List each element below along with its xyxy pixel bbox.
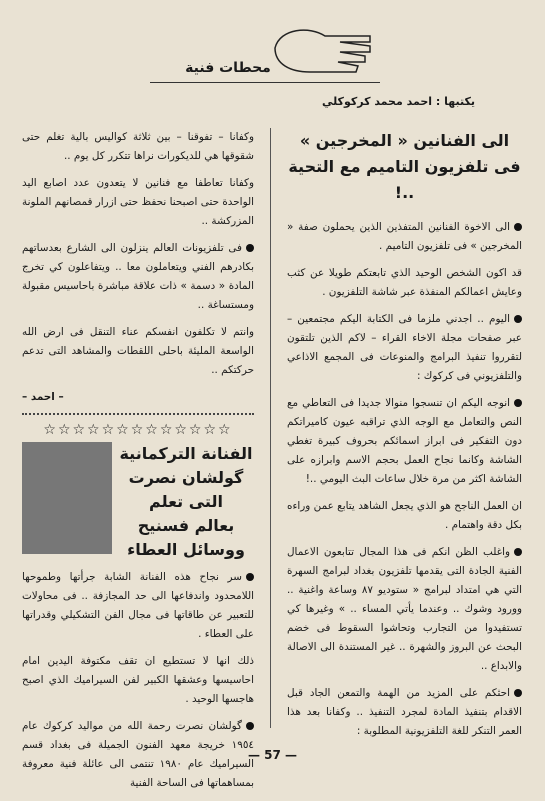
star-row: ☆☆☆☆☆☆☆☆☆☆☆☆☆ <box>43 422 233 438</box>
author-signature: – احمد – <box>22 391 64 403</box>
article-paragraph: وكفانا تعاطفا مع فنانين لا يتعدون عدد اصابع اليد الواحدة حتى اصبحنا نحفظ حتى ازرار قمصانهم الملونة المزركشة .. <box>22 177 254 227</box>
article-paragraph: فى تلفزيونات العالم ينزلون الى الشارع بعدساتهم بكادرهم الفني ويتعاملون معا .. ويتفاعلون كي تخرج المادة « دسمة » ذات علاقة مباشرة باحاسيس مقبولة ومستساغة .. <box>22 242 254 311</box>
bullet-icon <box>246 573 254 581</box>
article-paragraph: قد اكون الشخص الوحيد الذي تابعتكم طويلا عن كثب وعايش اعمالكم المنفذة عبر شاشة التلفزيون . <box>287 267 522 298</box>
feature-paragraph: سر نجاح هذه الفنانة الشابة جرأتها وطموحها اللامحدود واندفاعها الى حد المجازفة .. فى محاولات للتعبير عن طاقاتها فى مجال الفن التشكيلي وقدراتها على العطاء . <box>22 571 254 640</box>
article-paragraph: انوجه اليكم ان تنسجوا منوالا جديدا فى التعاطي مع النص والتعامل مع الوجه الذي تراقبه عيون كاميراتكم دون التفكير فى ابراز اسمائكم بحروف كبيرة تغطي الشاشة وكانما نجاح العمل بحجم الاسم وابرازه على الشاشة اكثر من مرة خلال ساعات البث اليومي ..! <box>287 397 522 485</box>
bullet-icon <box>514 223 522 231</box>
bullet-icon <box>246 244 254 252</box>
feature-title: الفنانة التركمانية گولشان نصرت التى تعلم بعالم فسنيح ووسائل العطاء <box>119 444 253 559</box>
article-paragraph: وانتم لا تكلفون انفسكم عناء التنقل فى ارض الله الواسعة المليئة باحلى اللقطات والمشاهد التى تدعم حركتكم .. <box>22 326 254 376</box>
bullet-icon <box>514 548 522 556</box>
article-paragraph: واغلب الظن انكم فى هذا المجال تتابعون الاعمال الفنية الجادة التى يقدمها تلفزيون بغداد لبرامج السهرة التي هي امتداد لبرامج « ستوديو ٨٧ وساعة واغنية .. وورود وشوك .. وعندما يأتي المساء .. » وغيرها كي تستفيدوا من التجارب وتحاشوا السقوط فى خضم البحث عن البروز والشهرة .. غير المستندة الى الاصالة والابداع .. <box>287 546 522 672</box>
dotted-divider <box>22 413 254 415</box>
article-paragraph: احثكم على المزيد من الهمة والتمعن الجاد قبل الاقدام بتنفيذ المادة لمجرد التنفيذ .. وكفانا بعد هذا العمر التنكر للغة التلفزيونية المطلوبة : <box>287 687 522 737</box>
feature-paragraph: گولشان نصرت رحمة الله من مواليد كركوك عام ١٩٥٤ خريجة معهد الفنون الجميلة فى بغداد قسم السيراميك عام ١٩٨٠ تنتمى الى عائلة فنية معروفة بمساهماتها فى الساحة الفنية <box>22 720 254 789</box>
byline: يكتبها : احمد محمد كركوكلي <box>321 95 475 108</box>
article-headline: الى الفنانين « المخرجين » فى تلفزيون التاميم مع التحية ..! <box>288 131 521 202</box>
column-title: محطات فنية <box>185 60 271 76</box>
article-paragraph: الى الاخوة الفنانين المتفذين الذين يحملون صفة « المخرجين » فى تلفزيون التاميم . <box>287 221 522 252</box>
portrait-photo <box>22 442 112 554</box>
page-number: — 57 — <box>247 748 298 762</box>
header-divider <box>150 82 380 83</box>
article-column <box>287 128 522 749</box>
feature-header <box>22 442 254 562</box>
article-paragraph: اليوم .. اجدني ملزما فى الكتابة اليكم مجتمعين – عبر صفحات مجلة الاخاء القراء – لاكم الذين تلتقون لتقرروا تنفيذ البرامج والمنوعات فى المجمع الاذاعي والتلفزيوني فى كركوك : <box>287 313 522 382</box>
bullet-icon <box>514 399 522 407</box>
bullet-icon <box>514 315 522 323</box>
column-divider <box>270 128 271 728</box>
article-paragraph: ان العمل الناجح هو الذي يجعل الشاهد يتابع عمن وراءه بكل دقة واهتمام . <box>287 500 522 531</box>
feature-paragraph: ذلك انها لا تستطيع ان تقف مكتوفة اليدين امام احاسيسها وعشقها الكبير لفن السيراميك الذي اصبح هاجسها الوحيد . <box>22 655 254 705</box>
bullet-icon <box>246 722 254 730</box>
left-column <box>22 128 254 801</box>
bullet-icon <box>514 689 522 697</box>
article-paragraph: وكفانا – تفوقنا – بين ثلاثة كواليس بالية تغلم حتى شقوقها هي للديكورات نراها تتكرر كل يوم .. <box>22 131 254 162</box>
